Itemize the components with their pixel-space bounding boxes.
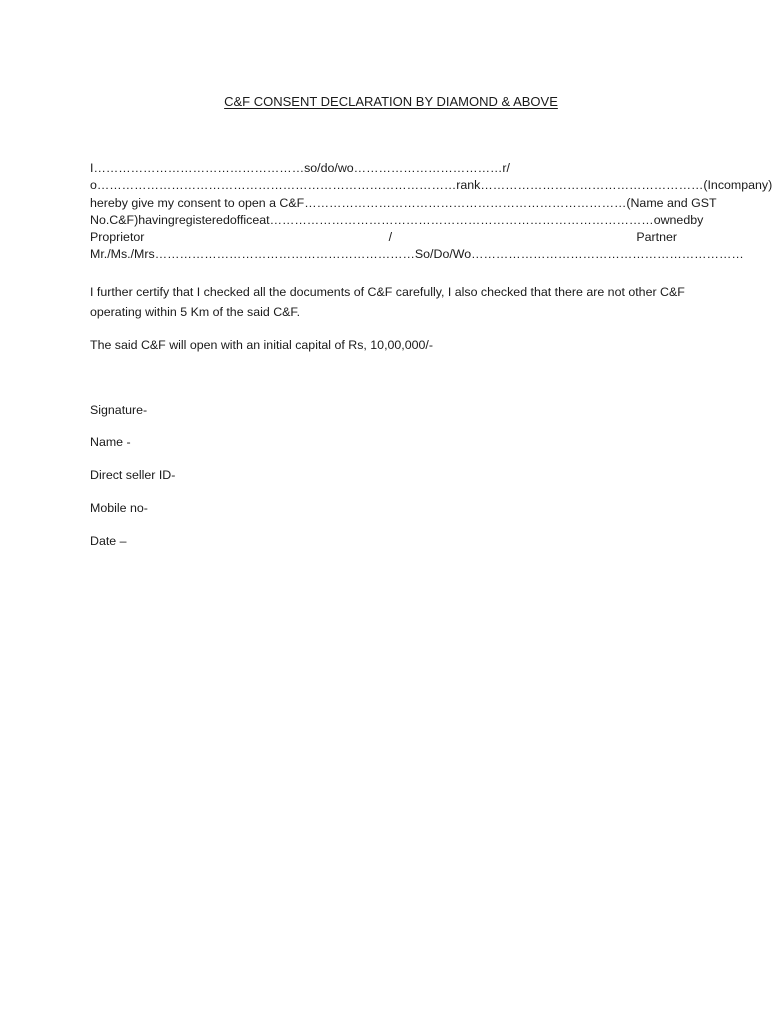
declaration-line-4-word: having bbox=[138, 212, 175, 227]
declaration-line-4-word: C&F) bbox=[109, 212, 139, 227]
capital-paragraph: The said C&F will open with an initial capital of Rs, 10,00,000/- bbox=[90, 338, 433, 352]
certify-paragraph: I further certify that I checked all the documents of C&F carefully, I also checked that there are not other C&F operating within 5 Km of the said C&F. bbox=[90, 285, 685, 319]
declaration-paragraph bbox=[90, 160, 773, 264]
document-title: C&F CONSENT DECLARATION BY DIAMOND & ABOVE bbox=[224, 94, 558, 109]
declaration-line-5-partner: Partner bbox=[636, 230, 677, 245]
declaration-line-3: hereby give my consent to open a C&F……………………………………………………………………(Name and GST bbox=[90, 195, 717, 210]
declaration-line-5-slash: / bbox=[388, 230, 393, 245]
direct-seller-id-field-label: Direct seller ID- bbox=[90, 468, 176, 482]
declaration-line-4-word: office bbox=[229, 212, 260, 227]
declaration-line-2-left: o……………………………………………………………………………rank………………………………………………(In bbox=[90, 178, 718, 193]
date-field-label: Date – bbox=[90, 534, 127, 548]
declaration-line-5 bbox=[90, 229, 677, 246]
declaration-line-2 bbox=[90, 177, 773, 194]
declaration-line-1: I……………………………………………so/do/wo………………………………r/ bbox=[90, 161, 510, 175]
mobile-field-label: Mobile no- bbox=[90, 501, 148, 515]
declaration-line-4-word: No. bbox=[90, 212, 110, 227]
declaration-line-4-word: registered bbox=[174, 212, 230, 227]
declaration-line-4 bbox=[90, 212, 704, 229]
declaration-line-2-right: company) bbox=[717, 178, 773, 193]
declaration-line-4-word: at…………………………………………………………………………………owned bbox=[259, 212, 691, 227]
declaration-line-5-proprietor: Proprietor bbox=[90, 230, 145, 245]
name-field-label: Name - bbox=[90, 435, 131, 449]
signature-field-label: Signature- bbox=[90, 403, 148, 417]
declaration-line-4-word: by bbox=[690, 212, 704, 227]
declaration-line-6: Mr./Ms./Mrs………………………………………………………So/Do/Wo………………………………………………………… bbox=[90, 247, 744, 262]
